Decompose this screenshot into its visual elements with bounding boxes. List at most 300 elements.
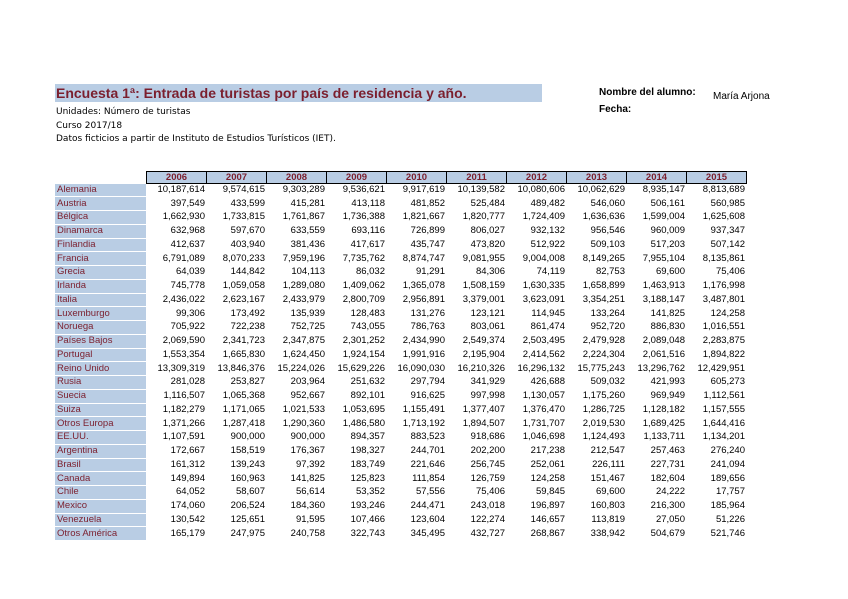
value-cell[interactable]: 426,688 — [530, 376, 565, 388]
country-cell[interactable]: Luxemburgo — [55, 307, 146, 321]
value-cell[interactable]: 15,775,243 — [577, 362, 625, 374]
value-cell[interactable]: 86,032 — [355, 266, 385, 278]
value-cell[interactable]: 2,436,022 — [162, 293, 205, 305]
country-cell[interactable]: Brasil — [55, 458, 146, 472]
value-cell[interactable]: 74,119 — [536, 266, 565, 278]
value-cell[interactable]: 9,303,289 — [282, 184, 325, 196]
value-cell[interactable]: 1,053,695 — [342, 403, 385, 415]
value-cell[interactable]: 256,745 — [470, 458, 505, 470]
value-cell[interactable]: 16,296,132 — [517, 362, 565, 374]
value-cell[interactable]: 1,713,192 — [402, 417, 445, 429]
value-cell[interactable]: 124,258 — [530, 472, 565, 484]
value-cell[interactable]: 1,599,004 — [642, 211, 685, 223]
value-cell[interactable]: 415,281 — [290, 197, 325, 209]
value-cell[interactable]: 900,000 — [230, 431, 265, 443]
value-cell[interactable]: 1,658,899 — [582, 280, 625, 292]
value-cell[interactable]: 69,600 — [655, 266, 685, 278]
value-cell[interactable]: 128,483 — [350, 307, 385, 319]
value-cell[interactable]: 2,224,304 — [582, 348, 625, 360]
country-cell[interactable]: Irlanda — [55, 279, 146, 293]
value-cell[interactable]: 1,176,998 — [702, 280, 745, 292]
value-cell[interactable]: 64,052 — [175, 486, 205, 498]
country-cell[interactable]: Finlandia — [55, 238, 146, 252]
value-cell[interactable]: 10,187,614 — [157, 184, 205, 196]
value-cell[interactable]: 161,312 — [170, 458, 205, 470]
value-cell[interactable]: 202,200 — [470, 445, 505, 457]
country-cell[interactable]: Chile — [55, 486, 146, 500]
value-cell[interactable]: 123,604 — [410, 513, 445, 525]
value-cell[interactable]: 900,000 — [290, 431, 325, 443]
value-cell[interactable]: 892,101 — [350, 390, 385, 402]
value-cell[interactable]: 221,646 — [410, 458, 445, 470]
year-header[interactable]: 2006 — [146, 172, 206, 184]
value-cell[interactable]: 752,725 — [290, 321, 325, 333]
value-cell[interactable]: 193,246 — [350, 500, 385, 512]
value-cell[interactable]: 3,188,147 — [642, 293, 685, 305]
value-cell[interactable]: 135,939 — [290, 307, 325, 319]
country-cell[interactable]: Rusia — [55, 376, 146, 390]
value-cell[interactable]: 1,171,065 — [222, 403, 265, 415]
value-cell[interactable]: 244,471 — [410, 500, 445, 512]
value-cell[interactable]: 13,309,319 — [157, 362, 205, 374]
value-cell[interactable]: 1,116,507 — [163, 390, 205, 402]
country-cell[interactable]: Bélgica — [55, 211, 146, 225]
value-cell[interactable]: 473,820 — [470, 238, 505, 250]
value-cell[interactable]: 7,959,196 — [282, 252, 325, 264]
country-cell[interactable]: Italia — [55, 293, 146, 307]
value-cell[interactable]: 1,665,830 — [222, 348, 265, 360]
value-cell[interactable]: 1,157,555 — [702, 403, 745, 415]
date-label: Fecha: — [599, 104, 632, 115]
value-cell[interactable]: 1,409,062 — [342, 280, 385, 292]
value-cell[interactable]: 413,118 — [351, 197, 385, 209]
country-cell[interactable]: Francia — [55, 252, 146, 266]
value-cell[interactable]: 125,651 — [230, 513, 265, 525]
value-cell[interactable]: 952,720 — [590, 321, 625, 333]
value-cell[interactable]: 633,559 — [290, 225, 325, 237]
value-cell[interactable]: 268,867 — [530, 527, 565, 539]
value-cell[interactable]: 158,519 — [230, 445, 265, 457]
value-cell[interactable]: 932,132 — [530, 225, 565, 237]
value-cell[interactable]: 53,352 — [355, 486, 385, 498]
value-cell[interactable]: 894,357 — [350, 431, 385, 443]
country-cell[interactable]: Dinamarca — [55, 224, 146, 238]
value-cell[interactable]: 1,376,470 — [522, 403, 565, 415]
value-cell[interactable]: 1,624,450 — [282, 348, 325, 360]
year-header[interactable]: 2012 — [506, 172, 566, 184]
value-cell[interactable]: 227,731 — [650, 458, 685, 470]
country-cell[interactable]: Otros América — [55, 527, 146, 541]
value-cell[interactable]: 525,484 — [470, 197, 505, 209]
value-cell[interactable]: 1,175,260 — [582, 390, 625, 402]
country-cell[interactable]: Argentina — [55, 444, 146, 458]
value-cell[interactable]: 597,670 — [230, 225, 265, 237]
value-cell[interactable]: 1,733,815 — [222, 211, 265, 223]
value-cell[interactable]: 16,210,326 — [457, 362, 505, 374]
value-cell[interactable]: 512,922 — [530, 238, 565, 250]
year-header[interactable]: 2013 — [566, 172, 626, 184]
country-cell[interactable]: Austria — [55, 197, 146, 211]
value-cell[interactable]: 1,553,354 — [162, 348, 205, 360]
value-cell[interactable]: 726,899 — [410, 225, 445, 237]
value-cell[interactable]: 16,090,030 — [397, 362, 445, 374]
value-cell[interactable]: 9,917,619 — [402, 184, 445, 196]
value-cell[interactable]: 481,852 — [410, 197, 445, 209]
value-cell[interactable]: 3,379,001 — [462, 293, 505, 305]
value-cell[interactable]: 130,542 — [170, 513, 205, 525]
value-cell[interactable]: 1,724,409 — [522, 211, 565, 223]
student-name-value[interactable]: María Arjona — [713, 91, 770, 102]
country-cell[interactable]: Mexico — [55, 499, 146, 513]
year-header[interactable]: 2015 — [686, 172, 746, 184]
value-cell[interactable]: 786,763 — [410, 321, 445, 333]
value-cell[interactable]: 1,065,368 — [222, 390, 265, 402]
value-cell[interactable]: 217,238 — [530, 445, 565, 457]
country-cell[interactable]: Grecia — [55, 266, 146, 280]
value-cell[interactable]: 15,629,226 — [337, 362, 385, 374]
value-cell[interactable]: 1,689,425 — [642, 417, 685, 429]
value-cell[interactable]: 3,623,091 — [522, 293, 565, 305]
value-cell[interactable]: 722,238 — [230, 321, 265, 333]
value-cell[interactable]: 6,791,089 — [162, 252, 205, 264]
value-cell[interactable]: 9,536,621 — [342, 184, 385, 196]
value-cell[interactable]: 2,549,374 — [462, 335, 505, 347]
country-cell[interactable]: Alemania — [55, 184, 146, 197]
value-cell[interactable]: 918,686 — [470, 431, 505, 443]
value-cell[interactable]: 182,604 — [650, 472, 685, 484]
value-cell[interactable]: 7,955,104 — [642, 252, 685, 264]
value-cell[interactable]: 341,929 — [470, 376, 505, 388]
value-cell[interactable]: 1,731,707 — [522, 417, 565, 429]
value-cell[interactable]: 397,549 — [170, 197, 205, 209]
value-cell[interactable]: 241,094 — [710, 458, 745, 470]
value-cell[interactable]: 1,894,822 — [702, 348, 745, 360]
value-cell[interactable]: 12,429,951 — [697, 362, 745, 374]
value-cell[interactable]: 1,059,058 — [222, 280, 265, 292]
value-cell[interactable]: 124,258 — [710, 307, 745, 319]
year-header[interactable]: 2010 — [386, 172, 446, 184]
value-cell[interactable]: 432,727 — [470, 527, 505, 539]
value-cell[interactable]: 84,306 — [475, 266, 505, 278]
value-cell[interactable]: 75,406 — [715, 266, 745, 278]
value-cell[interactable]: 13,296,762 — [637, 362, 685, 374]
value-cell[interactable]: 82,753 — [595, 266, 625, 278]
value-cell[interactable]: 2,347,875 — [282, 335, 325, 347]
value-cell[interactable]: 1,133,711 — [643, 431, 685, 443]
value-cell[interactable]: 2,195,904 — [462, 348, 505, 360]
value-cell[interactable]: 861,474 — [530, 321, 565, 333]
value-cell[interactable]: 196,897 — [530, 500, 565, 512]
value-cell[interactable]: 59,845 — [535, 486, 565, 498]
value-cell[interactable]: 1,486,580 — [342, 417, 385, 429]
country-cell[interactable]: Reino Unido — [55, 362, 146, 376]
value-cell[interactable]: 198,327 — [350, 445, 385, 457]
value-cell[interactable]: 9,004,008 — [522, 252, 565, 264]
value-cell[interactable]: 1,991,916 — [402, 348, 445, 360]
value-cell[interactable]: 433,599 — [230, 197, 265, 209]
value-cell[interactable]: 297,794 — [410, 376, 445, 388]
year-header[interactable]: 2008 — [266, 172, 326, 184]
value-cell[interactable]: 139,243 — [230, 458, 265, 470]
value-cell[interactable]: 412,637 — [170, 238, 205, 250]
value-cell[interactable]: 1,662,930 — [162, 211, 205, 223]
value-cell[interactable]: 203,964 — [290, 376, 325, 388]
value-cell[interactable]: 937,347 — [710, 225, 745, 237]
value-cell[interactable]: 1,155,491 — [402, 403, 445, 415]
value-cell[interactable]: 141,825 — [650, 307, 685, 319]
value-cell[interactable]: 114,945 — [531, 307, 565, 319]
value-cell[interactable]: 226,111 — [592, 458, 625, 470]
value-cell[interactable]: 15,224,026 — [277, 362, 325, 374]
value-cell[interactable]: 886,830 — [650, 321, 685, 333]
value-cell[interactable]: 421,993 — [650, 376, 685, 388]
value-cell[interactable]: 75,406 — [475, 486, 505, 498]
value-cell[interactable]: 176,367 — [290, 445, 325, 457]
value-cell[interactable]: 1,134,201 — [702, 431, 745, 443]
country-cell[interactable]: Canada — [55, 472, 146, 486]
value-cell[interactable]: 743,055 — [350, 321, 385, 333]
country-cell[interactable]: Países Bajos — [55, 334, 146, 348]
country-cell[interactable]: Suiza — [55, 403, 146, 417]
value-cell[interactable]: 160,803 — [590, 500, 625, 512]
value-cell[interactable]: 144,842 — [230, 266, 265, 278]
value-cell[interactable]: 126,759 — [470, 472, 505, 484]
value-cell[interactable]: 1,107,591 — [162, 431, 205, 443]
value-cell[interactable]: 91,595 — [295, 513, 325, 525]
value-cell[interactable]: 189,656 — [710, 472, 745, 484]
value-cell[interactable]: 322,743 — [350, 527, 385, 539]
value-cell[interactable]: 146,657 — [530, 513, 565, 525]
value-cell[interactable]: 27,050 — [655, 513, 685, 525]
value-cell[interactable]: 883,523 — [410, 431, 445, 443]
value-cell[interactable]: 104,113 — [291, 266, 325, 278]
value-cell[interactable]: 8,935,147 — [642, 184, 685, 196]
value-cell[interactable]: 1,016,551 — [702, 321, 745, 333]
value-cell[interactable]: 693,116 — [351, 225, 385, 237]
value-cell[interactable]: 916,625 — [410, 390, 445, 402]
value-cell[interactable]: 2,956,891 — [402, 293, 445, 305]
value-cell[interactable]: 417,617 — [350, 238, 385, 250]
value-cell[interactable]: 338,942 — [590, 527, 625, 539]
value-cell[interactable]: 160,963 — [230, 472, 265, 484]
value-cell[interactable]: 13,846,376 — [217, 362, 265, 374]
value-cell[interactable]: 3,354,251 — [582, 293, 625, 305]
value-cell[interactable]: 521,746 — [710, 527, 745, 539]
value-cell[interactable]: 151,467 — [590, 472, 625, 484]
value-cell[interactable]: 64,039 — [175, 266, 205, 278]
value-cell[interactable]: 133,264 — [590, 307, 625, 319]
value-cell[interactable]: 24,222 — [655, 486, 685, 498]
value-cell[interactable]: 243,018 — [470, 500, 505, 512]
value-cell[interactable]: 1,377,407 — [462, 403, 505, 415]
value-cell[interactable]: 183,749 — [350, 458, 385, 470]
country-cell[interactable]: Venezuela — [55, 513, 146, 527]
value-cell[interactable]: 253,827 — [230, 376, 265, 388]
value-cell[interactable]: 560,985 — [710, 197, 745, 209]
value-cell[interactable]: 509,103 — [590, 238, 625, 250]
value-cell[interactable]: 276,240 — [710, 445, 745, 457]
value-cell[interactable]: 2,503,495 — [522, 335, 565, 347]
value-cell[interactable]: 216,300 — [650, 500, 685, 512]
value-cell[interactable]: 172,667 — [170, 445, 205, 457]
value-cell[interactable]: 141,825 — [290, 472, 325, 484]
value-cell[interactable]: 2,019,530 — [582, 417, 625, 429]
country-cell[interactable]: Noruega — [55, 321, 146, 335]
value-cell[interactable]: 107,466 — [350, 513, 385, 525]
value-cell[interactable]: 1,463,913 — [642, 280, 685, 292]
value-cell[interactable]: 8,874,747 — [402, 252, 445, 264]
value-cell[interactable]: 1,021,533 — [282, 403, 325, 415]
value-cell[interactable]: 507,142 — [710, 238, 745, 250]
value-cell[interactable]: 2,089,048 — [642, 335, 685, 347]
value-cell[interactable]: 97,392 — [295, 458, 325, 470]
value-cell[interactable]: 8,813,689 — [702, 184, 745, 196]
value-cell[interactable]: 605,273 — [710, 376, 745, 388]
value-cell[interactable]: 113,819 — [591, 513, 625, 525]
value-cell[interactable]: 632,968 — [170, 225, 205, 237]
value-cell[interactable]: 1,290,360 — [282, 417, 325, 429]
value-cell[interactable]: 212,547 — [590, 445, 625, 457]
year-header[interactable]: 2009 — [326, 172, 386, 184]
value-cell[interactable]: 252,061 — [530, 458, 565, 470]
value-cell[interactable]: 2,433,979 — [282, 293, 325, 305]
value-cell[interactable]: 1,130,057 — [522, 390, 565, 402]
value-cell[interactable]: 131,276 — [410, 307, 445, 319]
value-cell[interactable]: 1,821,667 — [402, 211, 445, 223]
value-cell[interactable]: 2,283,875 — [702, 335, 745, 347]
value-cell[interactable]: 2,414,562 — [522, 348, 565, 360]
value-cell[interactable]: 506,161 — [650, 197, 685, 209]
value-cell[interactable]: 969,949 — [650, 390, 685, 402]
value-cell[interactable]: 51,226 — [715, 513, 745, 525]
value-cell[interactable]: 381,436 — [290, 238, 325, 250]
value-cell[interactable]: 546,060 — [590, 197, 625, 209]
value-cell[interactable]: 956,546 — [590, 225, 625, 237]
value-cell[interactable]: 1,630,335 — [522, 280, 565, 292]
value-cell[interactable]: 1,894,507 — [462, 417, 505, 429]
value-cell[interactable]: 1,371,266 — [162, 417, 205, 429]
value-cell[interactable]: 2,341,723 — [222, 335, 265, 347]
year-header[interactable]: 2011 — [446, 172, 506, 184]
value-cell[interactable]: 10,139,582 — [457, 184, 505, 196]
value-cell[interactable]: 8,070,233 — [222, 252, 265, 264]
value-cell[interactable]: 111,854 — [412, 472, 445, 484]
value-cell[interactable]: 1,761,867 — [282, 211, 325, 223]
year-header[interactable]: 2007 — [206, 172, 266, 184]
value-cell[interactable]: 1,508,159 — [462, 280, 505, 292]
value-cell[interactable]: 91,291 — [415, 266, 445, 278]
value-cell[interactable]: 58,607 — [235, 486, 265, 498]
value-cell[interactable]: 1,625,608 — [702, 211, 745, 223]
value-cell[interactable]: 149,894 — [170, 472, 205, 484]
value-cell[interactable]: 435,747 — [410, 238, 445, 250]
value-cell[interactable]: 184,360 — [290, 500, 325, 512]
value-cell[interactable]: 206,524 — [230, 500, 265, 512]
value-cell[interactable]: 1,124,493 — [582, 431, 625, 443]
value-cell[interactable]: 10,062,629 — [577, 184, 625, 196]
value-cell[interactable]: 9,081,955 — [462, 252, 505, 264]
value-cell[interactable]: 960,009 — [650, 225, 685, 237]
value-cell[interactable]: 1,112,561 — [703, 390, 745, 402]
value-cell[interactable]: 504,679 — [650, 527, 685, 539]
value-cell[interactable]: 122,274 — [470, 513, 505, 525]
value-cell[interactable]: 2,434,990 — [402, 335, 445, 347]
value-cell[interactable]: 745,778 — [170, 280, 205, 292]
value-cell[interactable]: 165,179 — [170, 527, 205, 539]
value-cell[interactable]: 806,027 — [470, 225, 505, 237]
value-cell[interactable]: 56,614 — [295, 486, 325, 498]
value-cell[interactable]: 2,069,590 — [162, 335, 205, 347]
value-cell[interactable]: 517,203 — [650, 238, 685, 250]
value-cell[interactable]: 123,121 — [470, 307, 505, 319]
value-cell[interactable]: 2,623,167 — [222, 293, 265, 305]
value-cell[interactable]: 8,135,861 — [702, 252, 745, 264]
value-cell[interactable]: 952,667 — [290, 390, 325, 402]
value-cell[interactable]: 174,060 — [170, 500, 205, 512]
value-cell[interactable]: 240,758 — [290, 527, 325, 539]
value-cell[interactable]: 1,636,636 — [582, 211, 625, 223]
value-cell[interactable]: 345,495 — [410, 527, 445, 539]
value-cell[interactable]: 2,800,709 — [342, 293, 385, 305]
value-cell[interactable]: 1,046,698 — [522, 431, 565, 443]
value-cell[interactable]: 1,182,279 — [162, 403, 205, 415]
value-cell[interactable]: 8,149,265 — [582, 252, 625, 264]
value-cell[interactable]: 1,736,388 — [342, 211, 385, 223]
value-cell[interactable]: 281,028 — [170, 376, 205, 388]
country-cell[interactable]: EE.UU. — [55, 431, 146, 445]
country-cell[interactable]: Portugal — [55, 348, 146, 362]
value-cell[interactable]: 1,287,418 — [222, 417, 265, 429]
value-cell[interactable]: 257,463 — [650, 445, 685, 457]
value-cell[interactable]: 1,644,416 — [702, 417, 745, 429]
value-cell[interactable]: 1,286,725 — [582, 403, 625, 415]
value-cell[interactable]: 2,301,252 — [342, 335, 385, 347]
value-cell[interactable]: 173,492 — [230, 307, 265, 319]
value-cell[interactable]: 17,757 — [715, 486, 745, 498]
value-cell[interactable]: 803,061 — [470, 321, 505, 333]
value-cell[interactable]: 1,128,182 — [642, 403, 685, 415]
value-cell[interactable]: 2,479,928 — [582, 335, 625, 347]
value-cell[interactable]: 997,998 — [470, 390, 505, 402]
value-cell[interactable]: 2,061,516 — [642, 348, 685, 360]
value-cell[interactable]: 10,080,606 — [517, 184, 565, 196]
value-cell[interactable]: 1,289,080 — [282, 280, 325, 292]
value-cell[interactable]: 57,556 — [415, 486, 445, 498]
value-cell[interactable]: 1,924,154 — [342, 348, 385, 360]
value-cell[interactable]: 1,365,078 — [402, 280, 445, 292]
source-note: Datos ficticios a partir de Instituto de Estudios Turísticos (IET). — [56, 134, 336, 144]
value-cell[interactable]: 247,975 — [230, 527, 265, 539]
value-cell[interactable]: 1,820,777 — [462, 211, 505, 223]
value-cell[interactable]: 99,306 — [175, 307, 205, 319]
value-cell[interactable]: 69,600 — [595, 486, 625, 498]
value-cell[interactable]: 7,735,762 — [342, 252, 385, 264]
value-cell[interactable]: 489,482 — [530, 197, 565, 209]
value-cell[interactable]: 185,964 — [710, 500, 745, 512]
value-cell[interactable]: 3,487,801 — [702, 293, 745, 305]
value-cell[interactable]: 403,940 — [230, 238, 265, 250]
table-row — [55, 334, 746, 348]
value-cell[interactable]: 705,922 — [170, 321, 205, 333]
year-header[interactable]: 2014 — [626, 172, 686, 184]
country-cell[interactable]: Otros Europa — [55, 417, 146, 431]
value-cell[interactable]: 244,701 — [410, 445, 445, 457]
value-cell[interactable]: 251,632 — [350, 376, 385, 388]
value-cell[interactable]: 509,032 — [590, 376, 625, 388]
value-cell[interactable]: 125,823 — [350, 472, 385, 484]
country-cell[interactable]: Suecia — [55, 389, 146, 403]
value-cell[interactable]: 9,574,615 — [222, 184, 265, 196]
